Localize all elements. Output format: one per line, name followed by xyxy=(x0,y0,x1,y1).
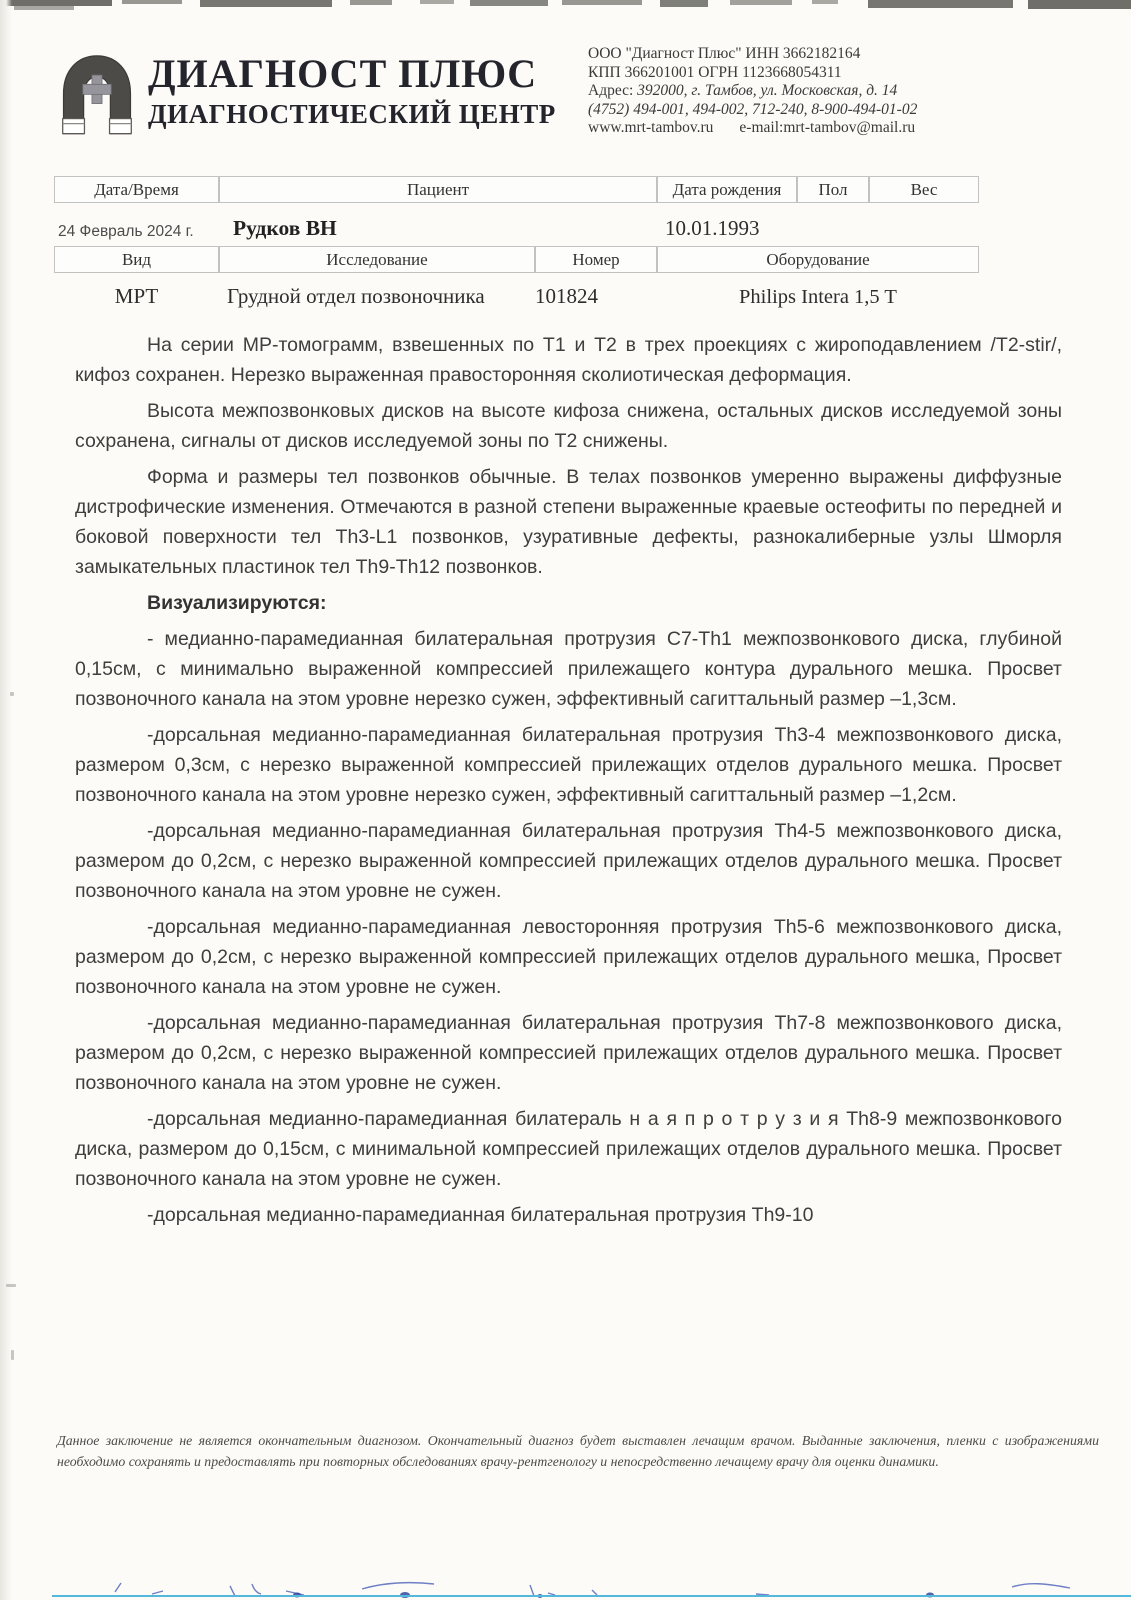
scan-artifact-tick xyxy=(11,1350,14,1360)
value-number: 101824 xyxy=(535,284,598,308)
finding-item: -дорсальная медианно-парамедианная левосторонняя протрузия Th5-6 межпозвонкового диска, размером до 0,2см, с нерезко выраженной компрессией прилежащих отделов дурального мешка, Просвет позвоночного канала на этом уровне не сужен. xyxy=(75,916,1062,998)
scan-artifact-scanner-line xyxy=(52,1595,1131,1598)
header-type: Вид xyxy=(54,246,219,273)
company-line-inn: ООО "Диагност Плюс" ИНН 3662182164 xyxy=(588,45,861,62)
value-type: МРТ xyxy=(114,284,159,308)
magnet-logo-icon xyxy=(55,50,139,142)
scan-artifact-top-edge xyxy=(0,0,1131,12)
company-line-phones: (4752) 494-001, 494-002, 712-240, 8-900-494-01-02 xyxy=(588,100,918,118)
study-table-header-row xyxy=(54,246,979,273)
scan-artifact-left-edge xyxy=(0,0,12,1600)
finding-item: -дорсальная медианно-парамедианная билатераль н а я п р о т р у з и я Th8-9 межпозвонкового диска, размером до 0,15см, с минимальной компрессией прилежащих отделов дурального мешка. Просвет позвоночного канала на этом уровне не сужен. xyxy=(75,1108,1062,1190)
brand-title: ДИАГНОСТ ПЛЮС xyxy=(148,51,538,96)
company-line-web xyxy=(588,119,1108,138)
value-patient: Рудков ВН xyxy=(233,216,337,240)
company-line-address xyxy=(588,82,1108,101)
brand-subtitle: ДИАГНОСТИЧЕСКИЙ ЦЕНТР xyxy=(148,99,556,129)
header-patient: Пациент xyxy=(219,176,657,203)
header-study: Исследование xyxy=(219,246,535,273)
address-value: 392000, г. Тамбов, ул. Московская, д. 14 xyxy=(637,82,898,100)
email-value: mrt-tambov@mail.ru xyxy=(783,119,916,137)
header-weight: Вес xyxy=(869,176,979,203)
header-sex: Пол xyxy=(797,176,869,203)
company-info xyxy=(588,45,1108,138)
patient-table-header-row xyxy=(54,176,979,203)
finding-item: -дорсальная медианно-парамедианная билатеральная протрузия Th9-10 xyxy=(147,1204,814,1226)
company-line-ogrn: КПП 366201001 ОГРН 1123668054311 xyxy=(588,63,842,81)
value-equipment: Philips Intera 1,5 T xyxy=(739,286,897,308)
finding-item: - медианно-парамедианная билатеральная протрузия С7-Th1 межпозвонкового диска, глубиной 0,15см, с минимально выраженной компрессией прилежащего контура дурального мешка. Просвет позвоночного канала на этом уровне нерезко сужен, эффективный сагиттальный размер –1,3см. xyxy=(75,628,1062,710)
finding-item: -дорсальная медианно-парамедианная билатеральная протрузия Th7-8 межпозвонкового диска, размером до 0,2см, с нерезко выраженной компрессией прилежащих отделов дурального мешка. Просвет позвоночного канала на этом уровне не сужен. xyxy=(75,1012,1062,1094)
report-body xyxy=(75,330,1062,1236)
report-paragraph: Высота межпозвонковых дисков на высоте кифоза снижена, остальных дисков исследуемой зоны сохранена, сигналы от дисков исследуемой зоны по Т2 снижены. xyxy=(75,400,1062,452)
report-paragraph: Форма и размеры тел позвонков обычные. В телах позвонков умеренно выражены диффузные дистрофические изменения. Отмечаются в разной степени выраженные краевые остеофиты по передней и боковой поверхности тел Th3-L1 позвонков, узуративные дефекты, разнокалиберные узлы Шморля замыкательных пластинок тел Th9-Th12 позвонков. xyxy=(75,466,1062,578)
email-label: e-mail: xyxy=(739,119,784,137)
address-label: Адрес: xyxy=(588,82,634,100)
finding-item: -дорсальная медианно-парамедианная билатеральная протрузия Th3-4 межпозвонкового диска, размером 0,3см, с нерезко выраженной компрессией прилежащих отделов дурального мешка. Просвет позвоночного канала на этом уровне нерезко сужен, эффективный сагиттальный размер –1,2см. xyxy=(75,724,1062,806)
value-study: Грудной отдел позвоночника xyxy=(227,284,485,308)
finding-item: -дорсальная медианно-парамедианная билатеральная протрузия Th4-5 межпозвонкового диска, размером до 0,2см, с нерезко выраженной компрессией прилежащих отделов дурального мешка. Просвет позвоночного канала на этом уровне не сужен. xyxy=(75,820,1062,902)
patient-table-value-row xyxy=(54,203,979,246)
findings-heading: Визуализируются: xyxy=(147,592,327,614)
brand-block xyxy=(148,52,588,130)
scan-artifact-dot xyxy=(10,692,14,696)
disclaimer-footnote: Данное заключение не является окончательным диагнозом. Окончательный диагноз будет выставлен лечащим врачом. Выданные заключения, пленки с изображениями необходимо сохранять и предоставлять при повторных обследованиях врачу-рентгенологу и непосредственно лечащему врачу для оценки динамики. xyxy=(57,1433,1099,1469)
scan-artifact-dash xyxy=(6,1284,16,1287)
info-tables xyxy=(54,176,979,311)
study-table-value-row xyxy=(54,273,979,311)
header-birthdate: Дата рождения xyxy=(657,176,797,203)
header-equipment: Оборудование xyxy=(657,246,979,273)
website-text: www.mrt-tambov.ru xyxy=(588,119,714,137)
value-birthdate: 10.01.1993 xyxy=(665,216,760,240)
header-number: Номер xyxy=(535,246,657,273)
header-datetime: Дата/Время xyxy=(54,176,219,203)
value-datetime: 24 Февраль 2024 г. xyxy=(58,223,194,240)
report-paragraph: На серии МР-томограмм, взвешенных по Т1 и Т2 в трех проекциях с жироподавлением /T2-stir/, кифоз сохранен. Нерезко выраженная правосторонняя сколиотическая деформация. xyxy=(75,334,1062,386)
